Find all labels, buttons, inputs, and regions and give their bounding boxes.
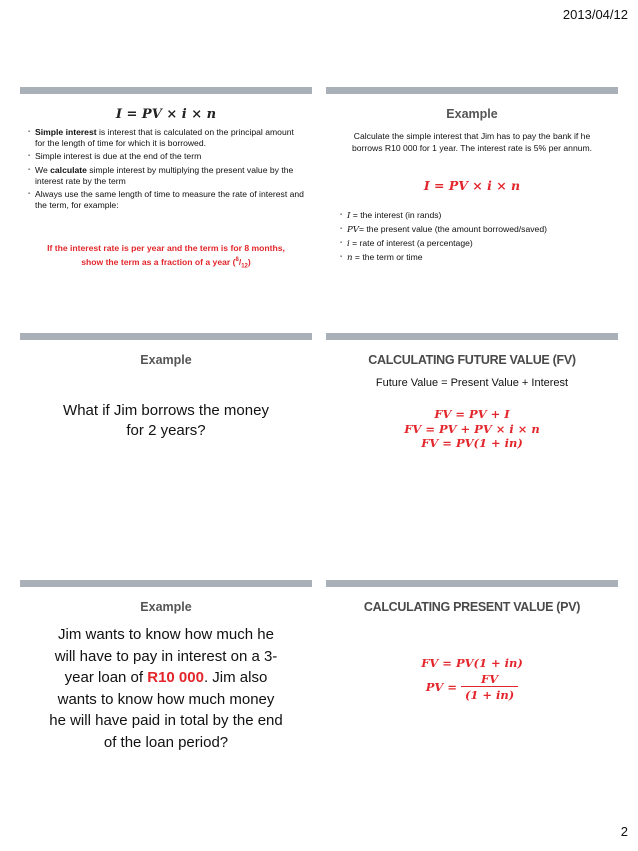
- slide-present-value: [326, 580, 618, 780]
- bullet-item: ▪ We calculate simple interest by multiplying the present value by the interest rate by the term: [28, 165, 306, 187]
- slide-example-1: [326, 87, 618, 287]
- slide-title: CALCULATING FUTURE VALUE (FV): [368, 353, 576, 367]
- example-text: Calculate the simple interest that Jim has to pay the bank if he borrows R10 000 for 1 year. The interest rate is 5% per annum.: [351, 131, 593, 153]
- bullet-list: [28, 127, 306, 213]
- example-question: Jim wants to know how much he will have to pay in interest on a 3-year loan of R10 000. Jim also wants to know how much money he will have paid in total by the end of the loan period?: [49, 626, 283, 751]
- slide-title: Example: [140, 600, 192, 614]
- slide-title: Example: [446, 107, 498, 121]
- fv-definition: Future Value = Present Value + Interest: [375, 377, 569, 389]
- interest-formula: I = PV × i × n: [423, 178, 521, 193]
- slide-simple-interest: [20, 87, 312, 287]
- slide-example-3: [20, 580, 312, 780]
- slide-title-formula: I = PV × i × n: [115, 107, 217, 122]
- bullet-item: ▪ Simple interest is due at the end of the term: [28, 151, 306, 162]
- bullet-item: ▪ Always use the same length of time to measure the rate of interest and the term, for example:: [28, 189, 306, 211]
- fv-formulas: [326, 407, 618, 451]
- slide-header-bar: [20, 333, 312, 340]
- fv-formula-line: FV = PV + I: [434, 407, 510, 421]
- bullet-item: ▪ Simple interest is interest that is calculated on the principal amount for the length of time for which it is borrowed.: [28, 127, 306, 149]
- date-header: 2013/04/12: [562, 7, 628, 22]
- slide-header-bar: [20, 87, 312, 94]
- definition-item: ▪ PV= the present value (the amount borrowed/saved): [340, 224, 612, 236]
- slide-header-bar: [326, 580, 618, 587]
- fv-formula-line: FV = PV + PV × i × n: [404, 421, 540, 436]
- slide-title: CALCULATING PRESENT VALUE (PV): [363, 600, 581, 614]
- example-question: What if Jim borrows the money for 2 years?: [63, 402, 269, 439]
- slide-header-bar: [326, 87, 618, 94]
- loan-amount: R10 000: [147, 669, 204, 686]
- slide-header-bar: [20, 580, 312, 587]
- definition-item: ▪ i = rate of interest (a percentage): [340, 238, 612, 250]
- pv-formula-1: FV = PV(1 + in): [421, 656, 523, 670]
- slide-title: Example: [140, 353, 192, 367]
- definition-item: ▪ I = the interest (in rands): [340, 210, 612, 222]
- definition-list: [340, 210, 612, 266]
- slide-header-bar: [326, 333, 618, 340]
- term-note: If the interest rate is per year and the term is for 8 months, show the term as a fraction of a year $(^8/_{12})$: [47, 243, 285, 270]
- fv-formula-line: FV = PV(1 + in): [421, 436, 523, 450]
- pv-formula-2: PV = $\frac{FV}{(1 + in)}$: [326, 672, 618, 702]
- page-number: 2: [620, 824, 628, 839]
- slide-example-2: [20, 333, 312, 533]
- definition-item: ▪ n = the term or time: [340, 252, 612, 264]
- slide-future-value: [326, 333, 618, 533]
